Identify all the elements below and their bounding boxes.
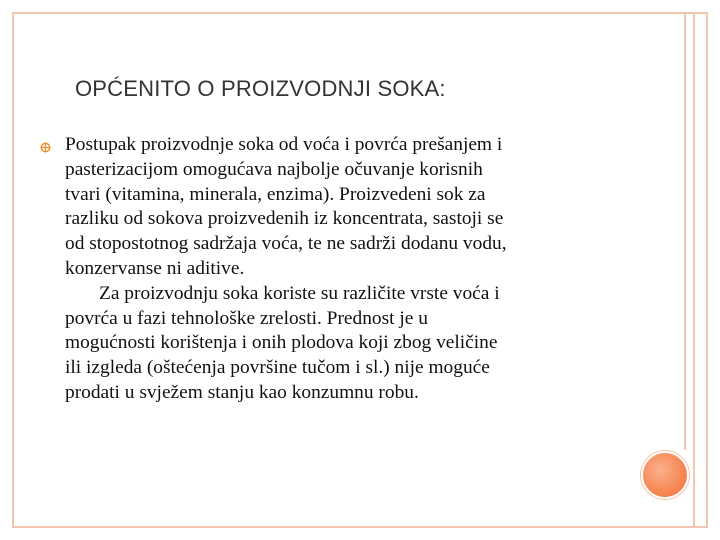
paragraph-line: mogućnosti korištenja i onih plodova koji zbog veličine bbox=[65, 332, 498, 354]
paragraph-line: ili izgleda (oštećenja površine tučom i sl.) nije moguće bbox=[65, 357, 490, 379]
paragraph-line: Za proizvodnju soka koriste su različite vrste voća i bbox=[99, 282, 500, 304]
bullet-icon bbox=[40, 142, 51, 153]
paragraph-line: povrća u fazi tehnološke zrelosti. Prednost je u bbox=[65, 307, 428, 329]
paragraph-line: pasterizacijom omogućava najbolje očuvanje korisnih bbox=[65, 158, 483, 180]
paragraph-line: prodati u svježem stanju kao konzumnu robu. bbox=[65, 381, 419, 403]
decorative-orb-icon bbox=[641, 451, 689, 499]
paragraph-line: konzervanse ni aditive. bbox=[65, 257, 245, 279]
bullet-paragraph bbox=[65, 133, 625, 406]
paragraph-line: od stopostotnog sadržaja voća, te ne sadrži dodanu vodu, bbox=[65, 233, 507, 255]
paragraph-line: tvari (vitamina, minerala, enzima). Proizvedeni sok za bbox=[65, 183, 486, 205]
paragraph-line: Postupak proizvodnje soka od voća i povrća prešanjem i bbox=[65, 134, 503, 155]
paragraph-line: razliku od sokova proizvedenih iz koncentrata, sastoji se bbox=[65, 208, 504, 230]
slide-title: OPĆENITO O PROIZVODNJI SOKA: bbox=[75, 76, 446, 101]
decorative-side-line-inner bbox=[684, 14, 686, 450]
decorative-side-line bbox=[693, 14, 695, 526]
